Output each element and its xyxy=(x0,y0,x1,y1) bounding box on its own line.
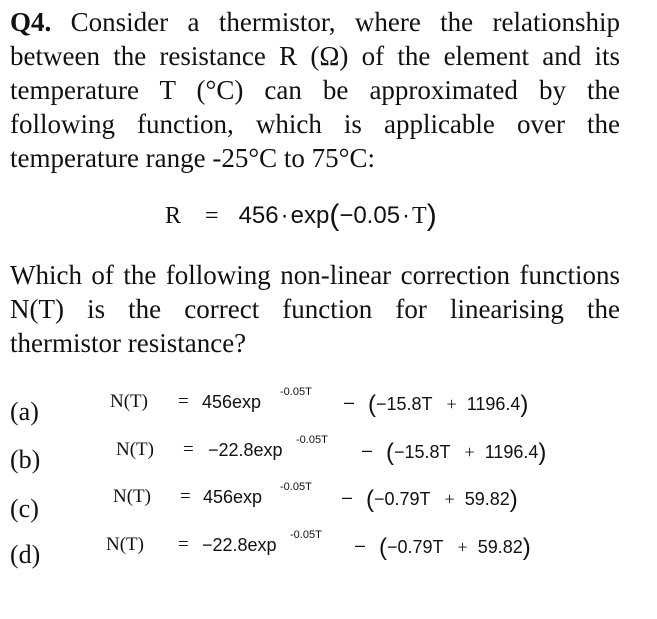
equation-rate: −0.05 xyxy=(339,202,401,229)
option-lhs: N(T) xyxy=(113,486,151,507)
equation-function: exp xyxy=(290,202,330,229)
option-equals: = xyxy=(178,391,189,412)
option-lhs: N(T) xyxy=(116,439,154,460)
option-term-1: −0.79T xyxy=(387,537,444,557)
option-lhs: N(T) xyxy=(110,391,148,412)
option-label: (d) xyxy=(10,540,41,569)
option-equals: = xyxy=(180,486,191,507)
option-polynomial xyxy=(366,484,518,512)
option-c[interactable] xyxy=(10,474,630,523)
option-coefficient: −22.8exp xyxy=(202,535,277,555)
option-plus: + xyxy=(457,537,468,557)
option-label: (c) xyxy=(10,494,39,523)
option-open-paren: ( xyxy=(379,534,387,561)
option-term-2: 1196.4 xyxy=(466,394,521,414)
question-number: Q4. xyxy=(10,7,52,37)
option-polynomial xyxy=(368,389,528,417)
option-label: (b) xyxy=(10,445,41,474)
option-lhs: N(T) xyxy=(106,534,144,555)
option-d[interactable] xyxy=(10,520,630,569)
option-term-1: −15.8T xyxy=(376,394,433,414)
option-label: (a) xyxy=(10,397,39,426)
option-a[interactable] xyxy=(10,383,630,426)
option-term-1: −15.8T xyxy=(394,442,451,462)
question-text xyxy=(10,5,620,175)
option-close-paren: ) xyxy=(538,439,547,466)
option-polynomial xyxy=(386,437,546,465)
option-minus: – xyxy=(362,440,373,460)
equation-dot-1: · xyxy=(280,202,289,229)
equation-open-paren: ( xyxy=(329,199,340,232)
main-equation xyxy=(165,197,437,231)
equation-lhs: R xyxy=(165,203,182,229)
option-close-paren: ) xyxy=(520,391,529,418)
option-exponent: -0.05T xyxy=(280,386,312,398)
option-minus: – xyxy=(342,487,353,507)
option-term-2: 59.82 xyxy=(464,489,510,509)
option-close-paren: ) xyxy=(522,534,531,561)
option-exponent: -0.05T xyxy=(296,434,328,446)
option-plus: + xyxy=(444,489,455,509)
option-term-1: −0.79T xyxy=(374,489,431,509)
option-coefficient: 456exp xyxy=(203,487,263,507)
equation-close-paren: ) xyxy=(426,199,437,232)
option-term-2: 59.82 xyxy=(477,537,523,557)
equation-coefficient: 456 xyxy=(238,202,279,229)
option-plus: + xyxy=(446,394,457,414)
option-plus: + xyxy=(464,442,475,462)
option-exponent: -0.05T xyxy=(290,529,322,541)
option-close-paren: ) xyxy=(509,486,518,513)
equation-variable: T xyxy=(412,203,427,229)
option-polynomial xyxy=(379,532,531,560)
option-exponent: -0.05T xyxy=(280,481,312,493)
equation-equals: = xyxy=(205,203,219,229)
equation-dot-2: · xyxy=(402,202,411,229)
question-body: Consider a thermistor, where the relationship between the resistance R (Ω) of the element and its temperature T (°C) can be approximated by the following function, which is applicable over the temperature range -25°C to 75°C: xyxy=(10,7,620,173)
option-coefficient: −22.8exp xyxy=(208,440,283,460)
option-open-paren: ( xyxy=(368,391,376,418)
option-equals: = xyxy=(183,439,194,460)
prompt-text: Which of the following non-linear correction functions N(T) is the correct function for linearising the thermistor resistance? xyxy=(10,260,620,358)
option-term-2: 1196.4 xyxy=(484,442,539,462)
option-minus: – xyxy=(344,392,355,412)
option-b[interactable] xyxy=(10,427,630,474)
option-minus: – xyxy=(355,535,366,555)
option-open-paren: ( xyxy=(386,439,394,466)
option-coefficient: 456exp xyxy=(202,392,262,412)
option-open-paren: ( xyxy=(366,486,374,513)
option-equals: = xyxy=(178,534,189,555)
